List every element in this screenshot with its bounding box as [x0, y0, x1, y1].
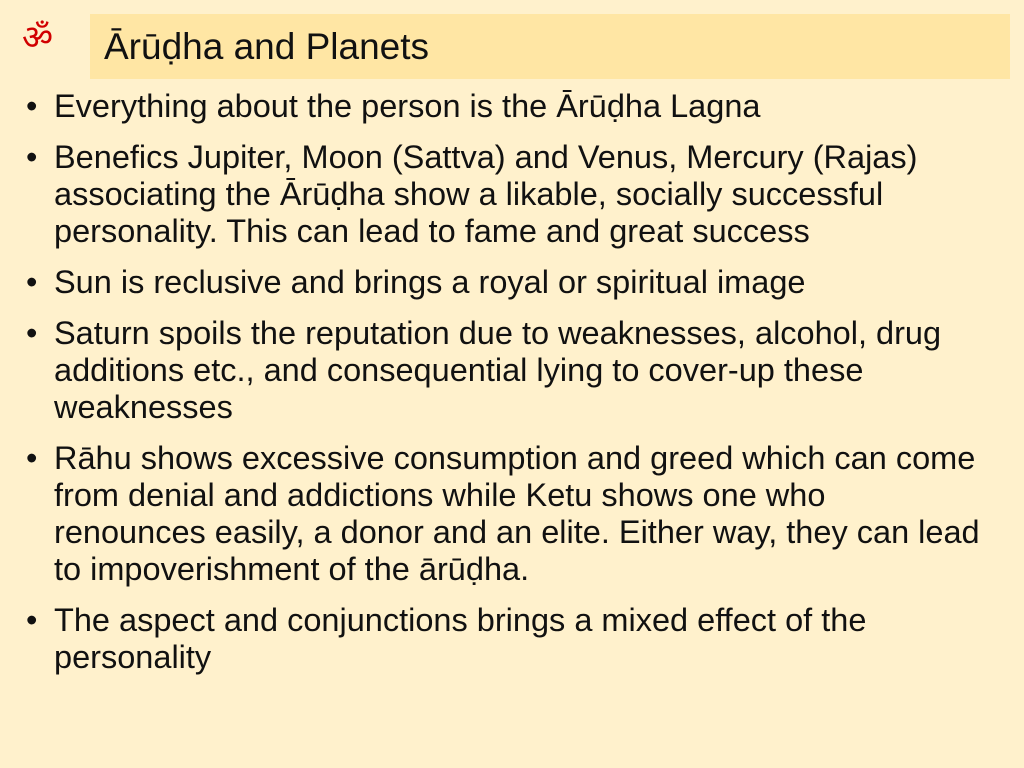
bullet-dot-icon: •	[26, 602, 38, 638]
bullet-item	[0, 139, 1004, 250]
bullet-text: Benefics Jupiter, Moon (Sattva) and Venus, Mercury (Rajas) associating the Ārūḍha show a likable, socially successful personality. This can lead to fame and great success	[54, 139, 918, 249]
bullet-item	[0, 264, 1004, 301]
bullet-dot-icon: •	[26, 264, 38, 300]
bullet-dot-icon: •	[26, 139, 38, 175]
bullet-dot-icon: •	[26, 88, 38, 124]
bullet-dot-icon: •	[26, 315, 38, 351]
bullet-item	[0, 315, 1004, 426]
bullet-item	[0, 440, 1004, 588]
bullet-text: Saturn spoils the reputation due to weaknesses, alcohol, drug additions etc., and consequential lying to cover-up these weaknesses	[54, 315, 942, 425]
bullet-item	[0, 602, 1004, 676]
bullet-list	[0, 88, 1004, 690]
bullet-text: Sun is reclusive and brings a royal or spiritual image	[54, 264, 806, 300]
title-bar	[90, 14, 1010, 79]
bullet-text: Rāhu shows excessive consumption and greed which can come from denial and addictions while Ketu shows one who renounces easily, a donor and an elite. Either way, they can lead to impoverishment of the ārūḍha.	[54, 440, 980, 587]
om-icon: ॐ	[22, 18, 54, 58]
slide-title: Ārūḍha and Planets	[104, 25, 430, 67]
bullet-text: The aspect and conjunctions brings a mixed effect of the personality	[54, 602, 867, 675]
bullet-item	[0, 88, 1004, 125]
bullet-dot-icon: •	[26, 440, 38, 476]
bullet-text: Everything about the person is the Ārūḍha Lagna	[54, 88, 761, 124]
